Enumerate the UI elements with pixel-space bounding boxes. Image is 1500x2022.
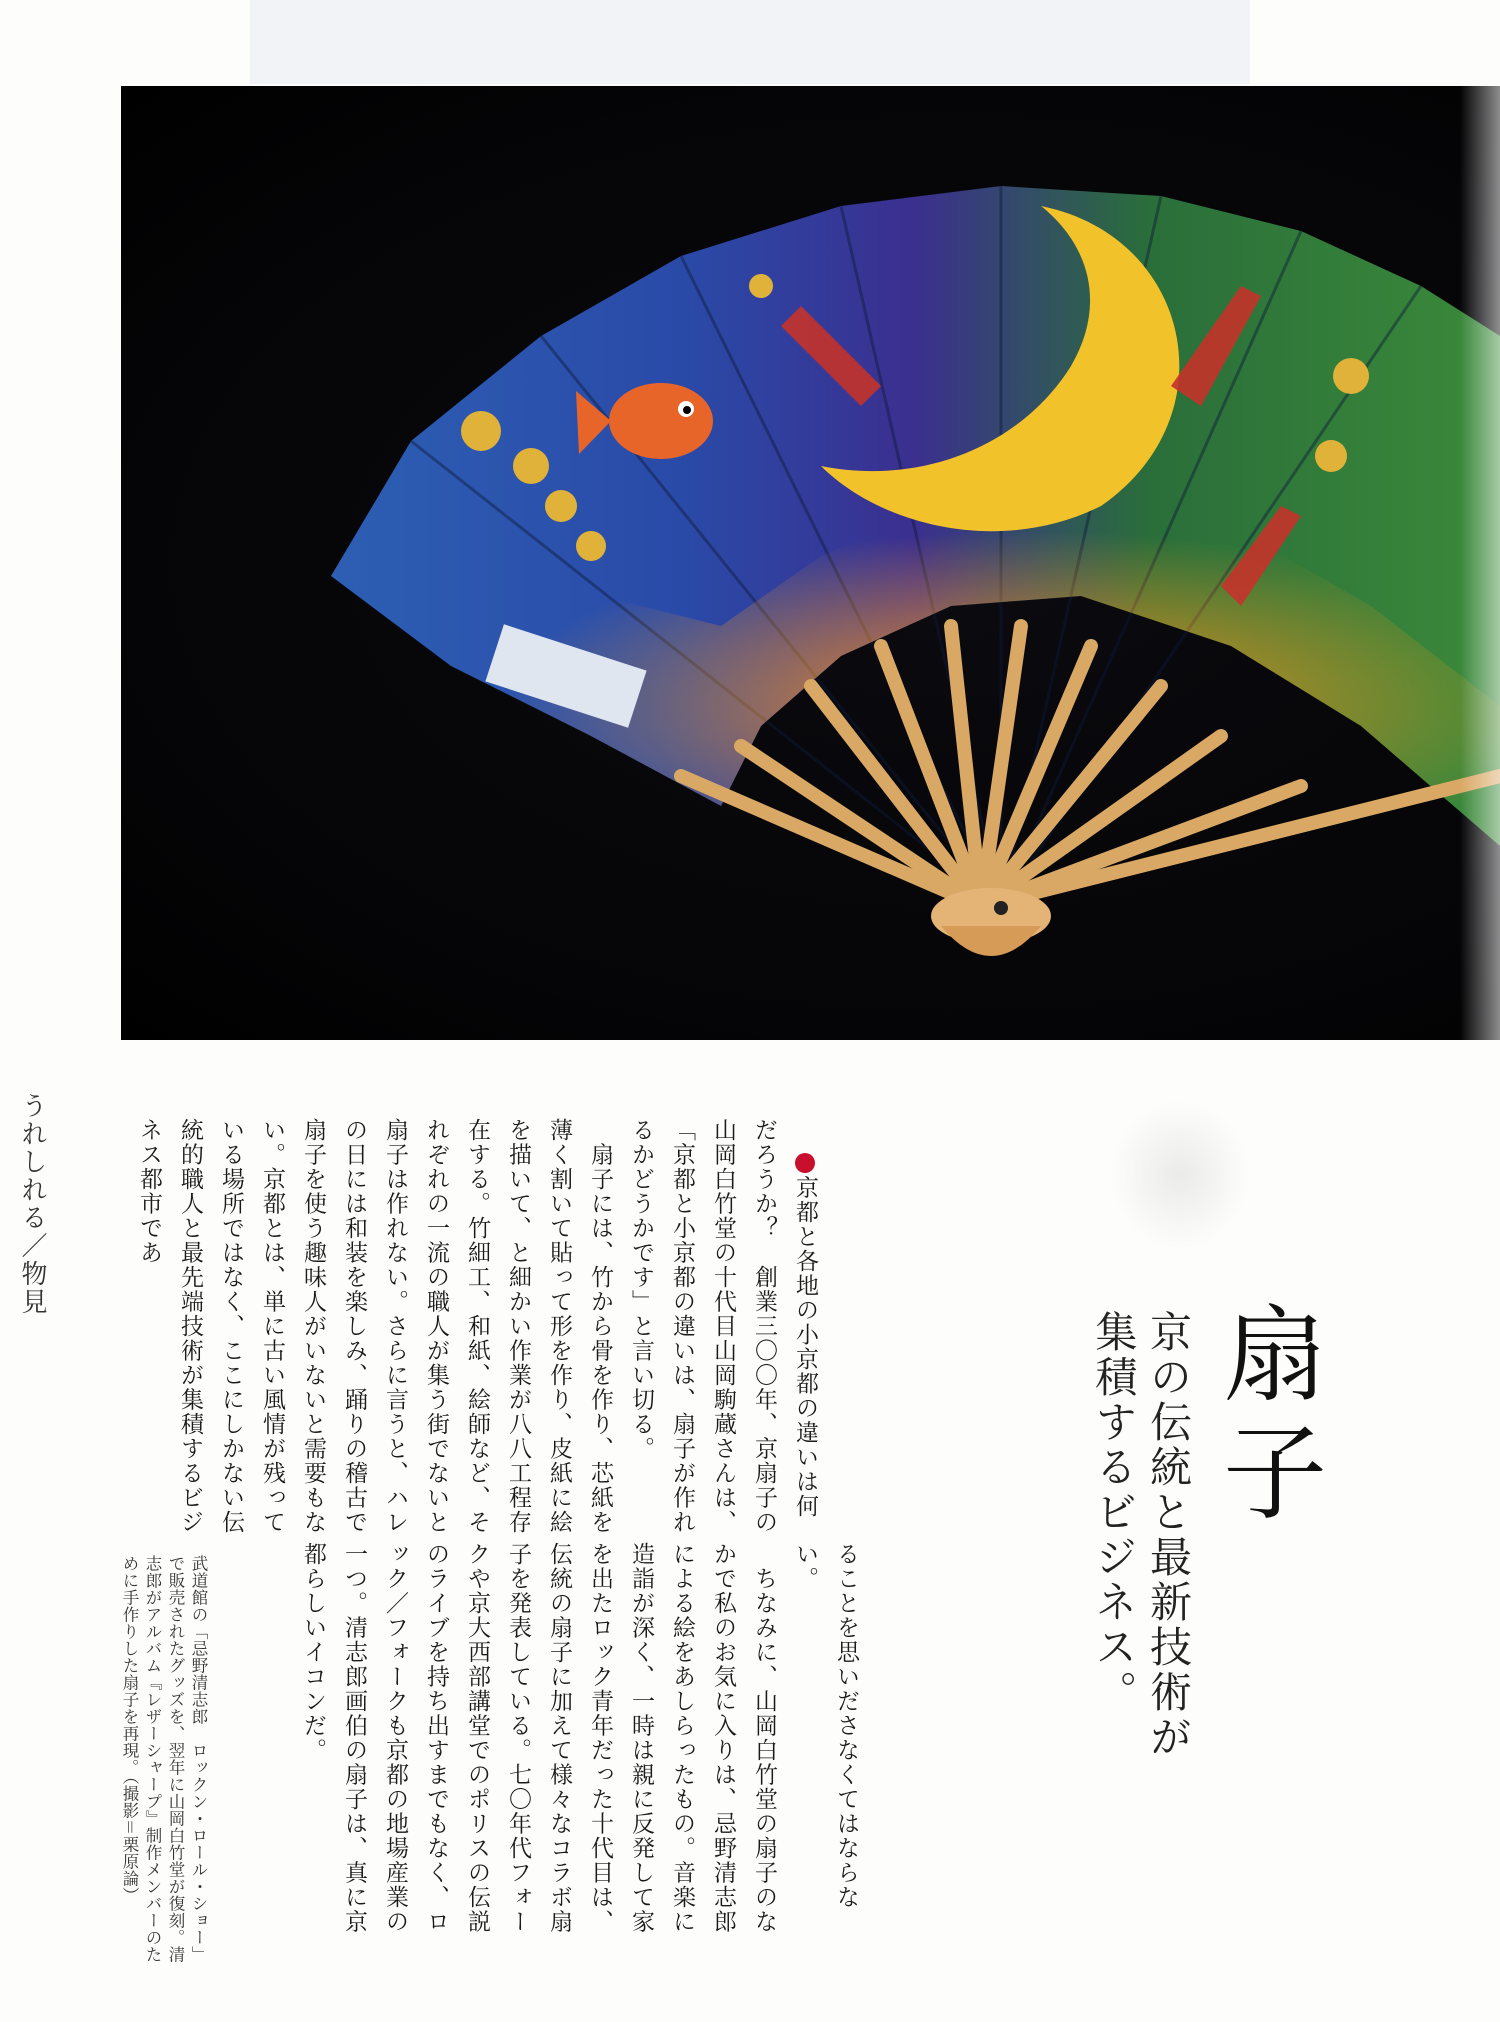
fan-pivot [931, 888, 1051, 956]
fan-illustration [121, 86, 1500, 1040]
running-head: うれしれる／物見 [17, 1092, 47, 1316]
article-body-bottom: ることを思いださなくてはならない。 ちなみに、山岡白竹堂の扇子のなかで私のお気に入りは、忌野清志郎による絵をあしらったもの。音楽に造詣が深く、一時は親に反発して家を出たロック青年だった十代目は、伝統の扇子に加えて様々なコラボ扇子を発表している。七〇年代フォークや京大西部講堂でのポリスの伝説のライブを持ち出すまでもなく、ロック／フォークも京都の地場産業の一つ。清志郎画伯の扇子は、真に京都らしいイコンだ。 [300, 1542, 859, 1934]
top-paper-strip [250, 0, 1250, 84]
article-text-top: 京都と各地の小京都の違いは何だろうか？ 創業三〇〇年、京扇子の山岡白竹堂の十代目山岡駒蔵さんは、「京都と小京都の違いは、扇子が作れるかどうかです」と言い切る。 扇子には、竹から骨を作り、芯紙を薄く割いて貼って形を作り、皮紙に絵を描いて、と細かい作業が八八工程存在する。竹細工、和紙、絵師など、それぞれの一流の職人が集う街でないと扇子は作れない。さらに言うと、ハレの日には和装を楽しみ、踊りの稽古で扇子を使う趣味人がいないと需要もない。京都とは、単に古い風情が残っている場所ではなく、ここにしかない伝統的職人と最先端技術が集積するビジネス都市であ [136, 1118, 818, 1535]
folding-fan-photo [121, 86, 1500, 1040]
page-title: 扇子 [1205, 1300, 1327, 1536]
page-subtitle: 京の伝統と最新技術が 集積するビジネス。 [1089, 1310, 1193, 1760]
red-bullet-icon [795, 1153, 815, 1173]
article-body-top [87, 1118, 866, 1538]
page-gutter-shadow [1460, 86, 1500, 1040]
photo-caption: 武道館の「忌野清志郎 ロックン・ロール・ショー」で販売されたグッズを、翌年に山岡白竹堂が復刻。清志郎がアルバム『レザーシャープ』制作メンバーのために手作りした扇子を再現。（撮影＝栗原論） [120, 1555, 208, 1963]
title-ghost-print [1110, 1100, 1250, 1250]
